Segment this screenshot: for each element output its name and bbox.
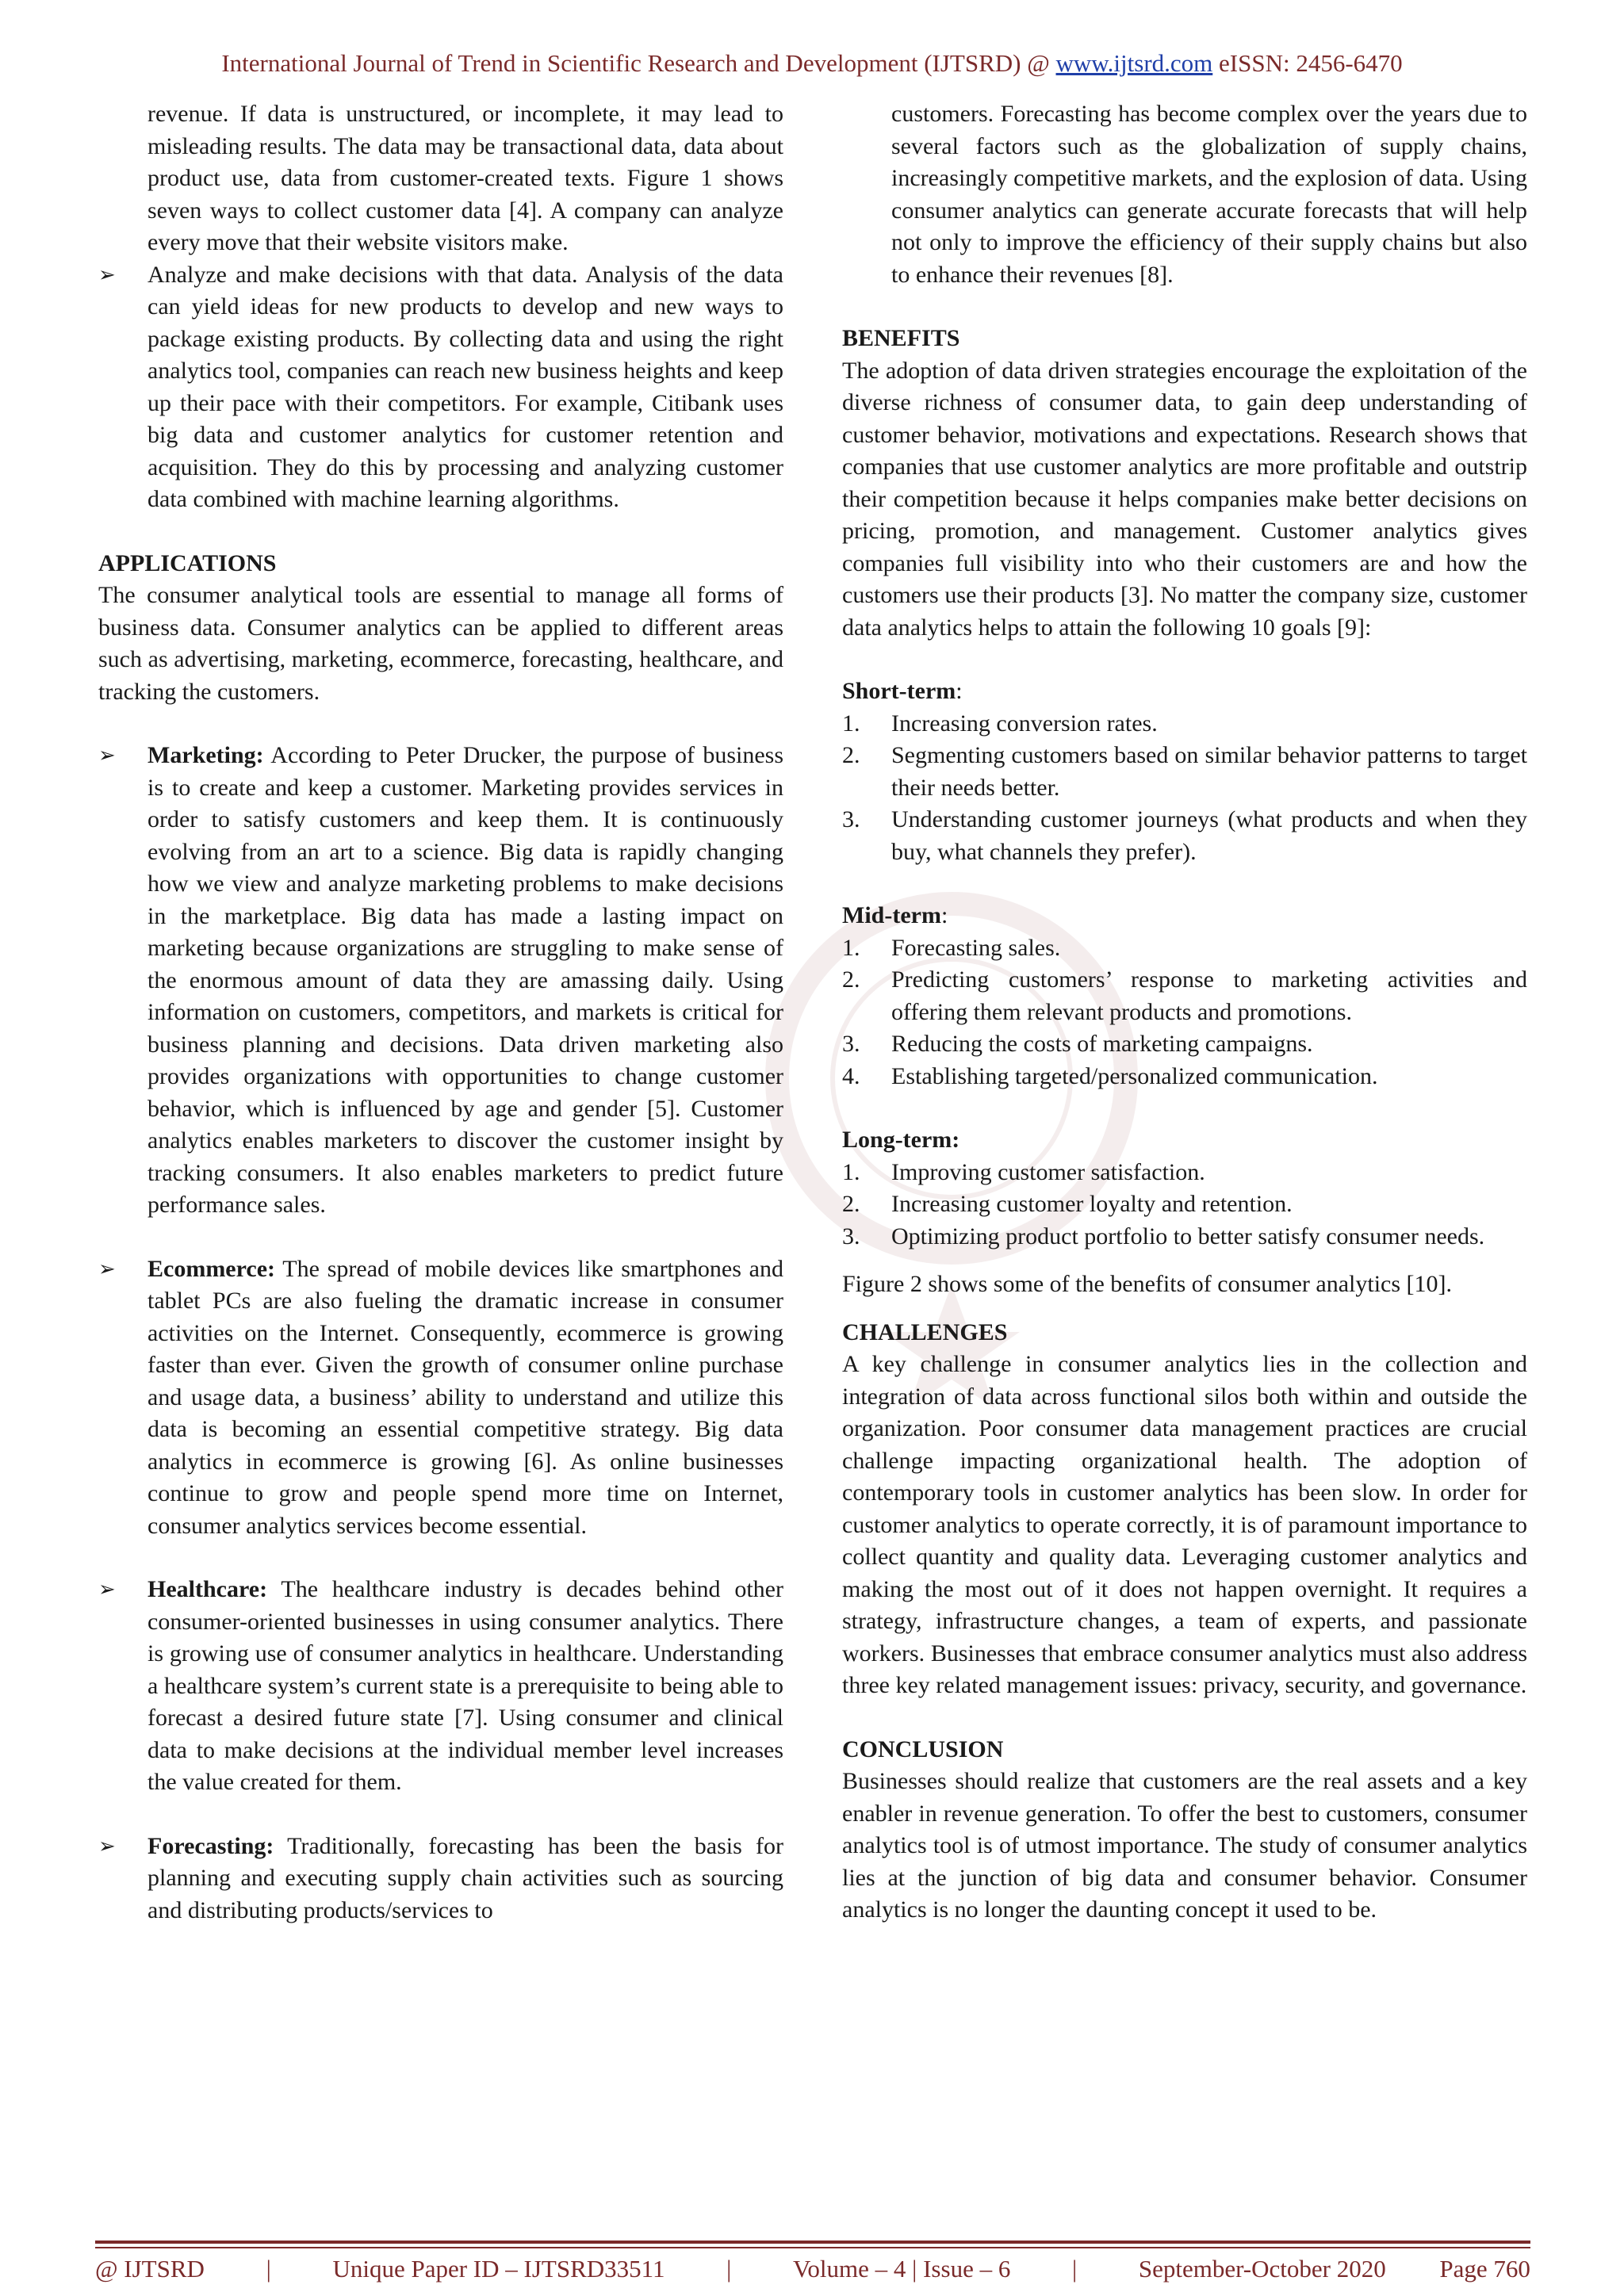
mid-term-heading: Mid-term: — [842, 902, 948, 928]
benefits-text: The adoption of data driven strategies encourage the exploitation of the diverse richness of consumer data, to gain deep understanding of customer behavior, motivations and expectations. Research shows that companies that use customer analytics are more profitable and outstrip their competition because it helps companies make better decisions on pricing, promotion, and management. Customer analytics gives companies full visibility into who their customers are and how the customers use their products [3]. No matter the company size, customer data analytics helps to attain the following 10 goals [9]: — [842, 357, 1527, 641]
figure2-text: Figure 2 shows some of the benefits of consumer analytics [10]. — [842, 1271, 1452, 1297]
list-item: 2. Predicting customers’ response to marketing activities and offering them relevant products and promotions. — [842, 966, 1527, 1025]
applications-text: The consumer analytical tools are essential to manage all forms of business data. Consumer analytics can be applied to different areas such as advertising, marketing, ecommerce, forecasting, healthcare, and tracking the customers. — [98, 582, 783, 705]
ecommerce-label: Ecommerce: — [147, 1255, 276, 1282]
long-term-list — [842, 1157, 1527, 1253]
list-item: 1. Increasing conversion rates. — [842, 710, 1158, 737]
arrow-bullet-icon: ➢ — [98, 262, 116, 287]
applications-heading: APPLICATIONS — [98, 549, 277, 576]
footer-date: September-October 2020 — [1138, 2255, 1386, 2283]
footer-divider — [95, 2241, 1530, 2244]
eissn: eISSN: 2456-6470 — [1212, 49, 1403, 77]
conclusion-text: Businesses should realize that customers are the real assets and a key enabler in revenue generation. To offer the best to customers, consumer analytics tool is of utmost importance. The study of consumer analytics lies at the junction of big data and consumer behavior. Consumer analytics is no longer the daunting concept it used to be. — [842, 1768, 1527, 1923]
list-item: 4. Establishing targeted/personalized communication. — [842, 1062, 1378, 1089]
ecommerce-text: The spread of mobile devices like smartphones and tablet PCs are also fueling the dramatic increase in consumer activities on the Internet. Consequently, ecommerce is growing faster than ever. Given the growth of consumer online purchase and usage data, a business’ ability to understand and utilize this data is becoming an essential competitive strategy. Big data analytics in ecommerce is growing [6]. As online businesses continue to grow and people spend more time on Internet, consumer analytics services become essential. — [147, 1255, 783, 1539]
footer-page: Page 760 — [1439, 2255, 1530, 2283]
list-item: 2. Increasing customer loyalty and retention. — [842, 1191, 1293, 1217]
list-item: 3. Optimizing product portfolio to better satisfy consumer needs. — [842, 1223, 1485, 1249]
healthcare-text: The healthcare industry is decades behind other consumer-oriented businesses in using consumer analytics. There is growing use of consumer analytics in healthcare. Understanding a healthcare system’s current state is a prerequisite to being able to forecast a desired future state [7]. Using consumer and clinical data to make decisions at the individual member level increases the value created for them. — [147, 1576, 783, 1795]
list-item: 3. Reducing the costs of marketing campaigns. — [842, 1031, 1313, 1057]
arrow-bullet-icon: ➢ — [98, 1834, 116, 1858]
page-footer: @ IJTSRD | Unique Paper ID – IJTSRD33511 | Volume – 4 | Issue – 6 | September-October 2020 Page 760 — [95, 2255, 1530, 2283]
footer-paper-id: Unique Paper ID – IJTSRD33511 — [332, 2255, 665, 2283]
arrow-bullet-icon: ➢ — [98, 744, 116, 767]
healthcare-label: Healthcare: — [147, 1576, 268, 1602]
conclusion-heading: CONCLUSION — [842, 1735, 1004, 1762]
list-item: 1. Improving customer satisfaction. — [842, 1158, 1205, 1185]
right-column — [842, 98, 1527, 1927]
bullet-analyze — [98, 259, 783, 516]
intro-continuation: revenue. If data is unstructured, or incomplete, it may lead to misleading results. The data may be transactional data, data about product use, data from customer-created texts. Figure 1 shows seven ways to collect customer data [4]. A company can analyze every move that their website visitors make. — [147, 101, 783, 255]
footer-org: @ IJTSRD — [95, 2255, 205, 2283]
bullet-ecommerce — [98, 1253, 783, 1543]
short-term-heading: Short-term: — [842, 678, 963, 704]
left-column — [98, 98, 783, 1927]
mid-term-list — [842, 932, 1527, 1093]
footer-divider-thin — [95, 2247, 1530, 2248]
short-term-list — [842, 708, 1527, 869]
list-item: 2. Segmenting customers based on similar behavior patterns to target their needs better. — [842, 742, 1527, 801]
forecasting-text: Traditionally, forecasting has been the basis for planning and executing supply chain activities such as sourcing and distributing products/services to — [147, 1832, 783, 1923]
bullet-forecasting — [98, 1831, 783, 1927]
analyze-text: Analyze and make decisions with that data. Analysis of the data can yield ideas for new products to develop and new ways to package existing products. By collecting data and using the right analytics tool, companies can reach new business heights and keep up their pace with their competitors. For example, Citibank uses big data and customer analytics for customer retention and acquisition. They do this by processing and analyzing customer data combined with machine learning algorithms. — [147, 261, 783, 512]
forecasting-label: Forecasting: — [147, 1832, 274, 1859]
benefits-heading: BENEFITS — [842, 325, 960, 351]
arrow-bullet-icon: ➢ — [98, 1257, 116, 1281]
marketing-text: According to Peter Drucker, the purpose of business is to create and keep a customer. Marketing provides services in order to satisfy customers and keep them. It is continuously evolving from an art to a science. Big data is rapidly changing how we view and analyze marketing problems to make decisions in the marketplace. Big data has made a lasting impact on marketing because organizations are struggling to make sense of the enormous amount of data they are amassing daily. Using information on customers, competitors, and markets is critical for business planning and decisions. Data driven marketing also provides organizations with opportunities to change customer behavior, which is influenced by age and gender [5]. Customer analytics enables marketers to discover the customer insight by tracking consumers. It also enables marketers to predict future performance sales. — [147, 742, 783, 1218]
challenges-heading: CHALLENGES — [842, 1318, 1008, 1345]
footer-volume: Volume – 4 | Issue – 6 — [793, 2255, 1011, 2283]
challenges-text: A key challenge in consumer analytics lies in the collection and integration of data across functional silos both within and outside the organization. Poor consumer data management practices are crucial challenge impacting organizational health. The adoption of contemporary tools in customer analytics has been slow. In order for customer analytics to operate correctly, it is of paramount importance to collect quantity and quality data. Leveraging customer analytics and making the most out of it does not happen overnight. It requires a strategy, infrastructure changes, a team of experts, and passionate workers. Businesses that embrace consumer analytics must also address three key related management issues: privacy, security, and governance. — [842, 1351, 1527, 1698]
arrow-bullet-icon: ➢ — [98, 1578, 116, 1601]
bullet-marketing — [98, 740, 783, 1222]
long-term-heading: Long-term: — [842, 1127, 960, 1153]
list-item: 1. Forecasting sales. — [842, 934, 1061, 961]
list-item: 3. Understanding customer journeys (what products and when they buy, what channels they prefer). — [842, 806, 1527, 865]
marketing-label: Marketing: — [147, 742, 264, 768]
bullet-healthcare — [98, 1574, 783, 1799]
journal-name: International Journal of Trend in Scientific Research and Development (IJTSRD) @ — [221, 49, 1056, 77]
journal-url-link[interactable]: www.ijtsrd.com — [1055, 49, 1213, 77]
page-header — [0, 49, 1624, 78]
forecasting-continuation: customers. Forecasting has become complex over the years due to several factors such as the globalization of supply chains, increasingly competitive markets, and the explosion of data. Using consumer analytics can generate accurate forecasts that will help not only to improve the efficiency of their supply chains but also to enhance their revenues [8]. — [891, 101, 1527, 288]
